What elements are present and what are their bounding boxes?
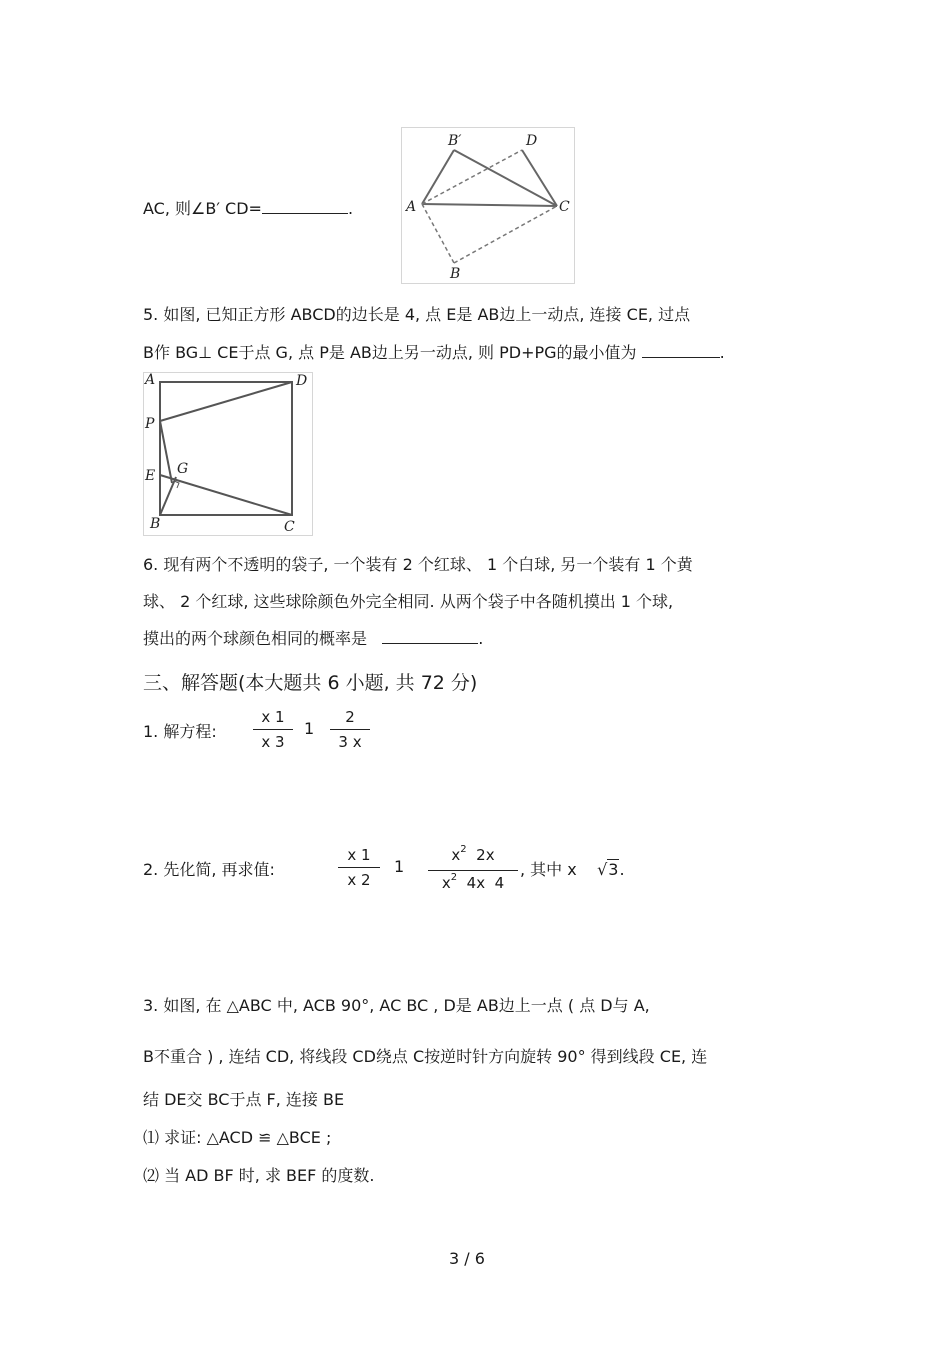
- p2-frac1-bar: [338, 867, 380, 868]
- sqrt-icon: √: [597, 860, 608, 879]
- p2-frac2-den-x: x: [441, 874, 451, 892]
- p2-fraction-1: [338, 845, 380, 890]
- q5-label-p: P: [145, 416, 155, 432]
- page-number: 3 / 6: [449, 1249, 485, 1268]
- p2-middle: 1: [394, 857, 405, 876]
- q4-figure-diagram: [402, 128, 574, 283]
- p2-end: .: [619, 860, 625, 879]
- q5-label-e: E: [145, 468, 156, 484]
- p2-condition: [520, 857, 625, 880]
- p1-frac2-numerator: 2: [345, 708, 355, 726]
- q4-answer-blank: [262, 197, 348, 214]
- p3-line-2: B不重合 ) , 连结 CD, 将线段 CD绕点 C按逆时针方向旋转 90° 得到线段 CE, 连: [143, 1047, 708, 1066]
- p1-frac2-bar: [330, 729, 370, 730]
- p2-frac2-denominator: [428, 873, 518, 896]
- q4-label-d: D: [526, 133, 538, 149]
- q4-label-b-prime: B′: [448, 133, 462, 149]
- p2-frac2-num-exponent: 2: [460, 844, 467, 855]
- q4-tail: .: [347, 199, 354, 218]
- q4-text: [143, 196, 353, 219]
- p1-middle: 1: [304, 719, 315, 738]
- p1-fraction-2: [330, 707, 370, 752]
- q5-label-a: A: [145, 373, 156, 388]
- p1-frac1-bar: [253, 729, 293, 730]
- p2-frac2-den-rest: 4x 4: [457, 874, 505, 892]
- q5-label-g: G: [177, 461, 189, 477]
- q5-answer-blank: [642, 341, 720, 358]
- p1-fraction-1: [253, 707, 293, 752]
- p3-sub-question-2: ⑵ 当 AD BF 时, 求 BEF 的度数.: [143, 1166, 375, 1185]
- p3-line-3: 结 DE交 BC于点 F, 连接 BE: [143, 1090, 345, 1109]
- q4-label-b: B: [450, 266, 461, 282]
- q4-figure: [401, 127, 575, 284]
- q4-label-a: A: [406, 199, 417, 215]
- p3-sub-question-1: ⑴ 求证: △ACD ≌ △BCE ;: [143, 1128, 332, 1147]
- q6-line-1: 6. 现有两个不透明的袋子, 一个装有 2 个红球、 1 个白球, 另一个装有 1 个黄: [143, 555, 693, 574]
- q5-line-1: 5. 如图, 已知正方形 ABCD的边长是 4, 点 E是 AB边上一动点, 连接 CE, 过点: [143, 305, 691, 324]
- q6-line-3: [143, 626, 483, 649]
- q5-tail: .: [719, 343, 725, 362]
- q6-line-3-text: 摸出的两个球颜色相同的概率是: [143, 629, 368, 648]
- p1-frac2-denominator: 3 x: [338, 733, 362, 751]
- p1-label: 1. 解方程:: [143, 722, 217, 741]
- q6-tail: .: [478, 629, 484, 648]
- p2-sqrt-value: 3: [608, 860, 619, 879]
- p2-frac1-numerator: x 1: [347, 846, 371, 864]
- p1-frac1-denominator: x 3: [261, 733, 285, 751]
- q5-line-2: [143, 340, 725, 363]
- q6-line-2: 球、 2 个红球, 这些球除颜色外完全相同. 从两个袋子中各随机摸出 1 个球,: [143, 592, 674, 611]
- p2-fraction-2: [428, 845, 518, 896]
- p2-frac2-den-exponent: 2: [450, 872, 458, 883]
- p2-frac2-num-x: x: [451, 846, 461, 864]
- q5-line-2-text: B作 BG⊥ CE于点 G, 点 P是 AB边上另一动点, 则 PD+PG的最小值为: [143, 343, 637, 362]
- p2-label: 2. 先化简, 再求值:: [143, 860, 275, 879]
- q5-figure: [143, 372, 313, 536]
- q5-figure-diagram: [144, 373, 312, 535]
- q4-question-text: AC, 则∠B′ CD=: [143, 199, 262, 218]
- p2-condition-text: , 其中 x: [520, 860, 577, 879]
- q5-label-c: C: [284, 519, 295, 535]
- q5-label-d: D: [296, 373, 308, 389]
- p2-frac2-num-rest: 2x: [466, 846, 495, 864]
- p3-line-1: 3. 如图, 在 △ABC 中, ACB 90°, AC BC , D是 AB边上一点 ( 点 D与 A,: [143, 996, 650, 1015]
- q5-label-b: B: [150, 516, 161, 532]
- p2-frac2-numerator: [428, 845, 518, 868]
- p1-frac1-numerator: x 1: [261, 708, 285, 726]
- q6-answer-blank: [382, 627, 478, 644]
- section-3-title: 三、解答题(本大题共 6 小题, 共 72 分): [143, 672, 478, 694]
- p2-frac2-bar: [428, 870, 518, 871]
- q4-label-c: C: [559, 199, 570, 215]
- p2-frac1-denominator: x 2: [347, 871, 371, 889]
